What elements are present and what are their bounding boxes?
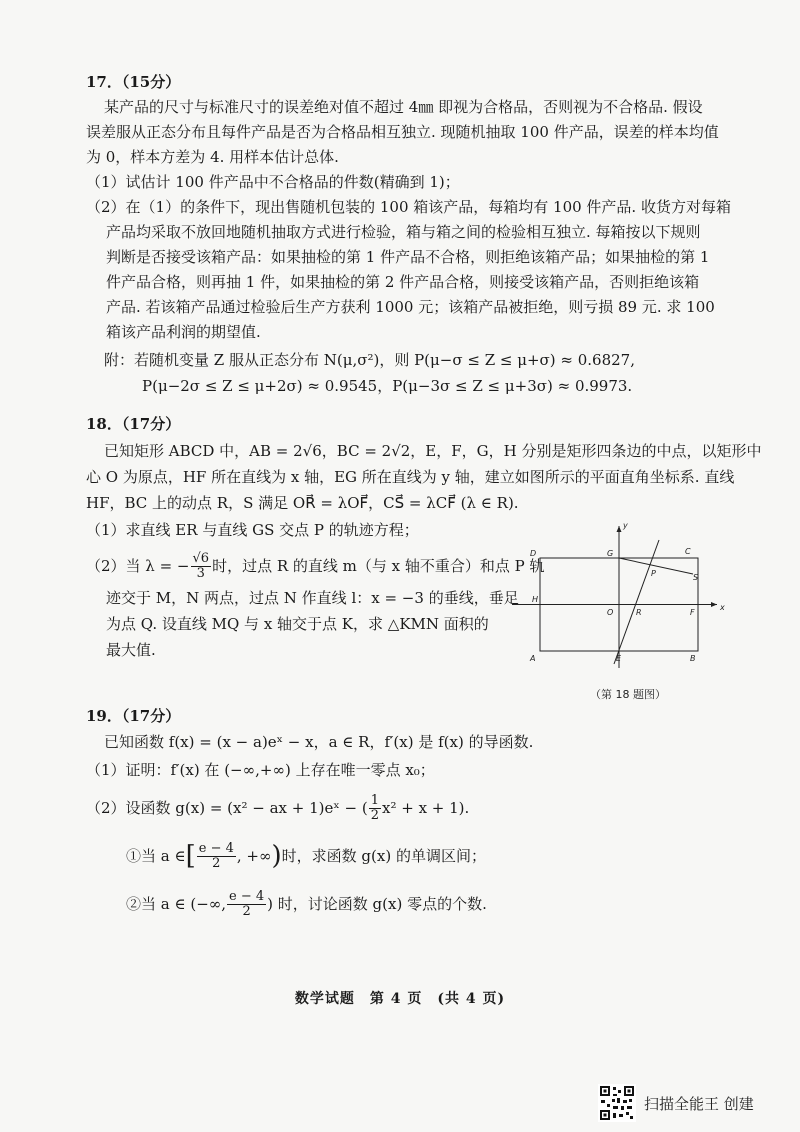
figure-caption: （第 18 题图） (590, 688, 666, 701)
q19-sub-2-denominator: 2 (242, 903, 251, 919)
q17-line-1: 某产品的尺寸与标准尺寸的误差绝对值不超过 4㎜ 即视为合格品，否则视为不合格品. 假设 (104, 98, 703, 116)
label-x: x (720, 603, 725, 612)
q19-sub-1-numerator: e − 4 (198, 840, 234, 856)
q17-part-2-line-6: 箱该产品利润的期望值. (106, 323, 261, 341)
q17-part-2-line-4: 件产品合格，则再抽 1 件，如果抽检的第 2 件产品合格，则接受该箱产品，否则拒绝该箱 (106, 273, 700, 291)
q17-heading: 17．（15分） (86, 73, 181, 91)
q18-line-3: HF，BC 上的动点 R，S 满足 OR⃗ = λOF⃗，CS⃗ = λCF⃗ (λ ∈ R). (86, 494, 519, 512)
q19-half-denominator: 2 (370, 807, 379, 823)
q19-part-2-prefix: （2）设函数 g(x) = (x² − ax + 1)eˣ − ( (86, 799, 368, 817)
q18-lambda-numerator: √6 (192, 550, 210, 566)
q19-sub-2-prefix: ②当 a ∈ (−∞, (126, 895, 227, 913)
q17-note-line-2: P(μ−2σ ≤ Z ≤ μ+2σ) ≈ 0.9545，P(μ−3σ ≤ Z ≤ μ+3σ) ≈ 0.9973. (142, 377, 633, 395)
label-s: S (693, 573, 699, 582)
x-axis-arrow (711, 602, 717, 607)
left-bracket-glyph: [ (185, 841, 196, 871)
q17-part-2-line-3: 判断是否接受该箱产品：如果抽检的第 1 件产品不合格，则拒绝该箱产品；如果抽检的第 1 (106, 248, 710, 266)
q19-sub-1-prefix: ①当 a ∈ (126, 847, 186, 865)
q18-lambda-fraction (191, 552, 212, 581)
q18-part-2-line-2: 迹交于 M，N 两点，过点 N 作直线 l：x = −3 的垂线，垂足 (106, 589, 519, 607)
q18-part-1: （1）求直线 ER 与直线 GS 交点 P 的轨迹方程； (86, 521, 419, 539)
scanner-stamp-text: 扫描全能王 创建 (644, 1094, 754, 1113)
label-p: P (651, 569, 656, 578)
label-a: A (530, 654, 536, 663)
label-r: R (636, 608, 642, 617)
q19-part-2-suffix: x² + x + 1). (382, 799, 470, 817)
q17-line-3: 为 0，样本方差为 4. 用样本估计总体. (86, 148, 339, 166)
label-h: H (532, 595, 539, 604)
q19-line-1: 已知函数 f(x) = (x − a)eˣ − x，a ∈ R，f′(x) 是 f(x) 的导函数. (104, 733, 534, 751)
q18-part-2-line-4: 最大值. (106, 641, 156, 659)
line-gs (619, 558, 693, 574)
q17-part-1: （1）试估计 100 件产品中不合格品的件数(精确到 1)； (86, 173, 460, 191)
q18-heading: 18．（17分） (86, 415, 181, 433)
q19-sub-1-fraction (197, 842, 236, 871)
label-e: E (616, 654, 622, 663)
q18-figure (510, 516, 740, 706)
label-d: D (530, 549, 537, 558)
q19-sub-2-numerator: e − 4 (229, 888, 265, 904)
label-f: F (690, 608, 695, 617)
q19-heading: 19．（17分） (86, 707, 181, 725)
q19-sub-1 (126, 836, 740, 876)
q17-part-2-line-2: 产品均采取不放回地随机抽取方式进行检验，箱与箱之间的检验相互独立. 每箱按以下规则 (106, 223, 701, 241)
label-c: C (685, 547, 691, 556)
q18-part-2-line-3: 为点 Q. 设直线 MQ 与 x 轴交于点 K，求 △KMN 面积的 (106, 615, 489, 633)
q18-part-2-suffix: 时，过点 R 的直线 m（与 x 轴不重合）和点 P 轨 (212, 557, 545, 575)
label-g: G (607, 549, 614, 558)
q18-line-1: 已知矩形 ABCD 中，AB = 2√6，BC = 2√2，E，F，G，H 分别是矩形四条边的中点，以矩形中 (104, 442, 762, 460)
q19-sub-2-fraction (227, 890, 266, 919)
page-footer: 数学试题 第 4 页 (共 4 页) (294, 991, 506, 1007)
q18-part-2-prefix: （2）当 λ = − (86, 557, 190, 575)
q18-lambda-denominator: 3 (196, 565, 205, 581)
q19-sub-1-denominator: 2 (212, 855, 221, 871)
q19-sub-1-interval-end: , +∞ (236, 847, 272, 865)
label-b: B (690, 654, 696, 663)
label-y: y (623, 521, 628, 530)
scanner-stamp (598, 1083, 754, 1123)
q19-half-fraction (369, 794, 381, 823)
q19-sub-2-suffix: ) 时，讨论函数 g(x) 零点的个数. (267, 895, 487, 913)
q19-sub-1-suffix: 时，求函数 g(x) 的单调区间； (281, 847, 486, 865)
right-paren-glyph: ) (271, 841, 282, 871)
y-axis-arrow (617, 526, 622, 532)
q18-line-2: 心 O 为原点，HF 所在直线为 x 轴，EG 所在直线为 y 轴，建立如图所示的平面直角坐标系. 直线 (86, 468, 735, 486)
q17-line-2: 误差服从正态分布且每件产品是否为合格品相互独立. 现随机抽取 100 件产品，误差的样本均值 (86, 123, 719, 141)
qr-code-icon (598, 1084, 636, 1122)
q17-part-2-line-1: （2）在（1）的条件下，现出售随机包装的 100 箱该产品，每箱均有 100 件产品. 收货方对每箱 (86, 198, 731, 216)
q17-note-line-1: 附：若随机变量 Z 服从正态分布 N(μ,σ²)，则 P(μ−σ ≤ Z ≤ μ+σ) ≈ 0.6827, (104, 351, 635, 369)
q19-part-2 (86, 790, 740, 826)
q19-part-1: （1）证明：f′(x) 在 (−∞,+∞) 上存在唯一零点 x₀； (86, 761, 435, 779)
label-o: O (607, 608, 614, 617)
q17-part-2-line-5: 产品. 若该箱产品通过检验后生产方获利 1000 元；该箱产品被拒绝，则亏损 89 元. 求 100 (106, 298, 715, 316)
q19-sub-2 (126, 886, 740, 922)
q19-half-numerator: 1 (370, 792, 379, 808)
